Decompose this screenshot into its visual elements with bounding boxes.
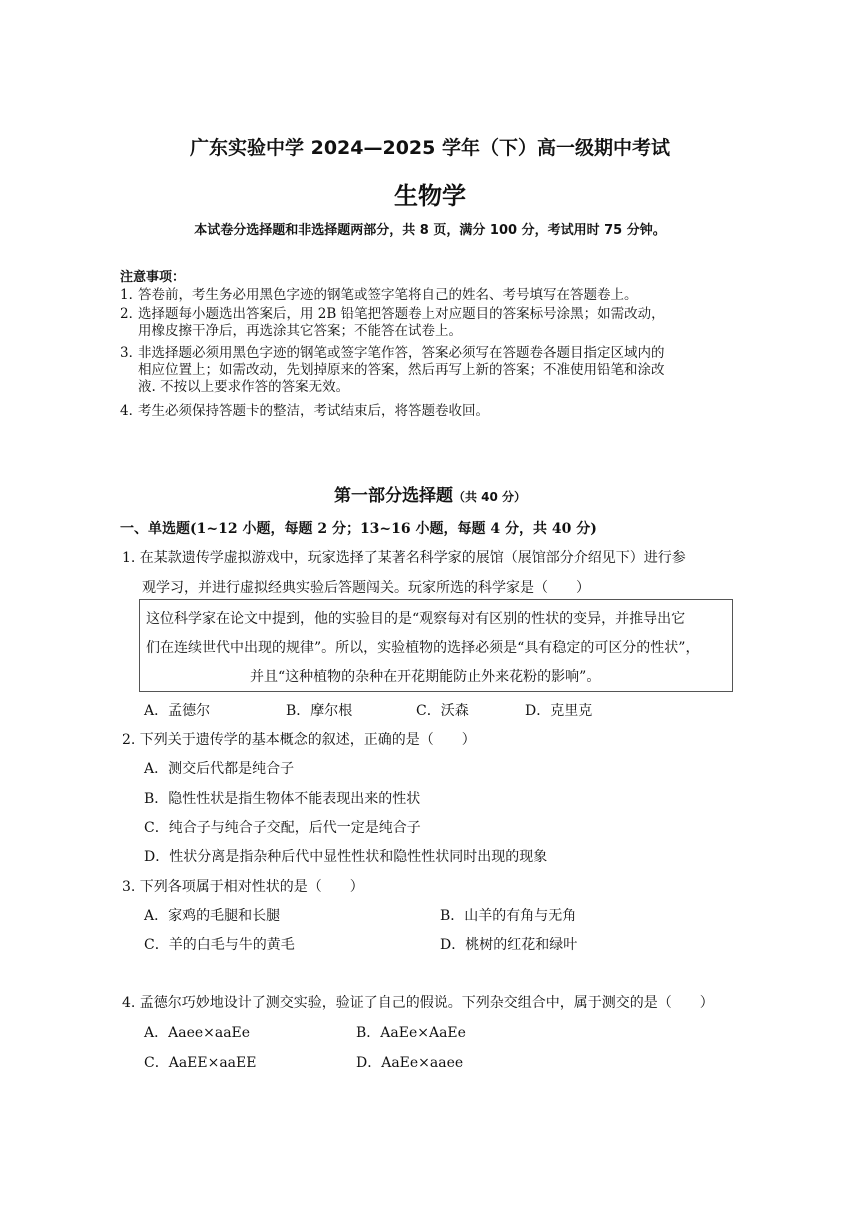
note-text: 考生必须保持答题卡的整洁，考试结束后，将答题卷收回。 <box>138 403 489 419</box>
option-a: A．Aaee×aaEe <box>144 1025 251 1041</box>
note-text: 非选择题必须用黑色字迹的钢笔或签字笔作答，答案必须写在答题卷各题目指定区域内的 <box>138 345 665 361</box>
notes-heading: 注意事项： <box>120 270 186 285</box>
note-item <box>120 403 489 420</box>
note-item <box>120 306 665 340</box>
exam-title: 广东实验中学 2024—2025 学年（下）高一级期中考试 <box>190 137 670 159</box>
option-a: A．孟德尔 <box>144 703 211 719</box>
part-heading: 一、单选题(1~12 小题，每题 2 分；13~16 小题，每题 4 分，共 40 分) <box>120 521 597 537</box>
option-a: A．家鸡的毛腿和长腿 <box>144 908 281 924</box>
note-text: 用橡皮擦干净后，再选涂其它答案；不能答在试卷上。 <box>138 323 462 339</box>
option-d: D．桃树的红花和绿叶 <box>440 937 578 953</box>
note-text: 相应位置上；如需改动，先划掉原来的答案，然后再写上新的答案；不准使用铅笔和涂改 <box>138 362 665 378</box>
option-d: D．AaEe×aaee <box>356 1055 464 1071</box>
section-title: 第一部分选择题 <box>333 486 453 506</box>
quote-line: 们在连续世代中出现的规律”。所以，实验植物的选择必须是“具有稳定的可区分的性状”， <box>146 640 700 656</box>
question-1-stem-cont: 观学习，并进行虚拟经典实验后答题闯关。玩家所选的科学家是（ ） <box>142 580 590 596</box>
question-1-stem: 1. 在某款遗传学虚拟游戏中，玩家选择了某著名科学家的展馆（展馆部分介绍见下）进行参 <box>122 550 686 566</box>
option-d: D．克里克 <box>525 703 593 719</box>
note-number: 3． <box>120 345 143 361</box>
quote-line: 并且“这种植物的杂种在开花期能防止外来花粉的影响”。 <box>250 669 601 685</box>
option-c: C．AaEE×aaEE <box>144 1055 257 1071</box>
option-c: C．沃森 <box>416 703 469 719</box>
option-b: B．摩尔根 <box>286 703 353 719</box>
option-d: D．性状分离是指杂种后代中显性性状和隐性性状同时出现的现象 <box>144 849 548 865</box>
question-3-stem: 3. 下列各项属于相对性状的是（ ） <box>122 879 364 895</box>
subject-title: 生物学 <box>394 182 466 210</box>
section-heading <box>0 481 860 506</box>
option-b: B．山羊的有角与无角 <box>440 908 577 924</box>
option-b: B．AaEe×AaEe <box>356 1025 466 1041</box>
note-text: 液. 不按以上要求作答的答案无效。 <box>138 379 350 395</box>
note-number: 2． <box>120 306 143 322</box>
note-item <box>120 345 665 396</box>
question-4-stem: 4. 孟德尔巧妙地设计了测交实验，验证了自己的假说。下列杂交组合中，属于测交的是（ ） <box>122 995 714 1011</box>
question-2-stem: 2. 下列关于遗传学的基本概念的叙述，正确的是（ ） <box>122 732 476 748</box>
option-c: C．纯合子与纯合子交配，后代一定是纯合子 <box>144 820 421 836</box>
section-score: （共 40 分） <box>452 490 527 504</box>
option-a: A．测交后代都是纯合子 <box>144 761 295 777</box>
note-item <box>120 287 638 304</box>
note-number: 4． <box>120 403 143 419</box>
option-c: C．羊的白毛与牛的黄毛 <box>144 937 295 953</box>
option-b: B．隐性性状是指生物体不能表现出来的性状 <box>144 791 421 807</box>
exam-intro: 本试卷分选择题和非选择题两部分，共 8 页，满分 100 分，考试用时 75 分钟。 <box>194 223 666 238</box>
note-text: 选择题每小题选出答案后，用 2B 铅笔把答题卷上对应题目的答案标号涂黑；如需改动， <box>138 306 665 322</box>
note-text: 答卷前，考生务必用黑色字迹的钢笔或签字笔将自己的姓名、考号填写在答题卷上。 <box>138 287 638 303</box>
question-1-quote-box <box>139 599 733 692</box>
quote-line: 这位科学家在论文中提到，他的实验目的是“观察每对有区别的性状的变异，并推导出它 <box>146 611 686 627</box>
note-number: 1． <box>120 287 143 303</box>
